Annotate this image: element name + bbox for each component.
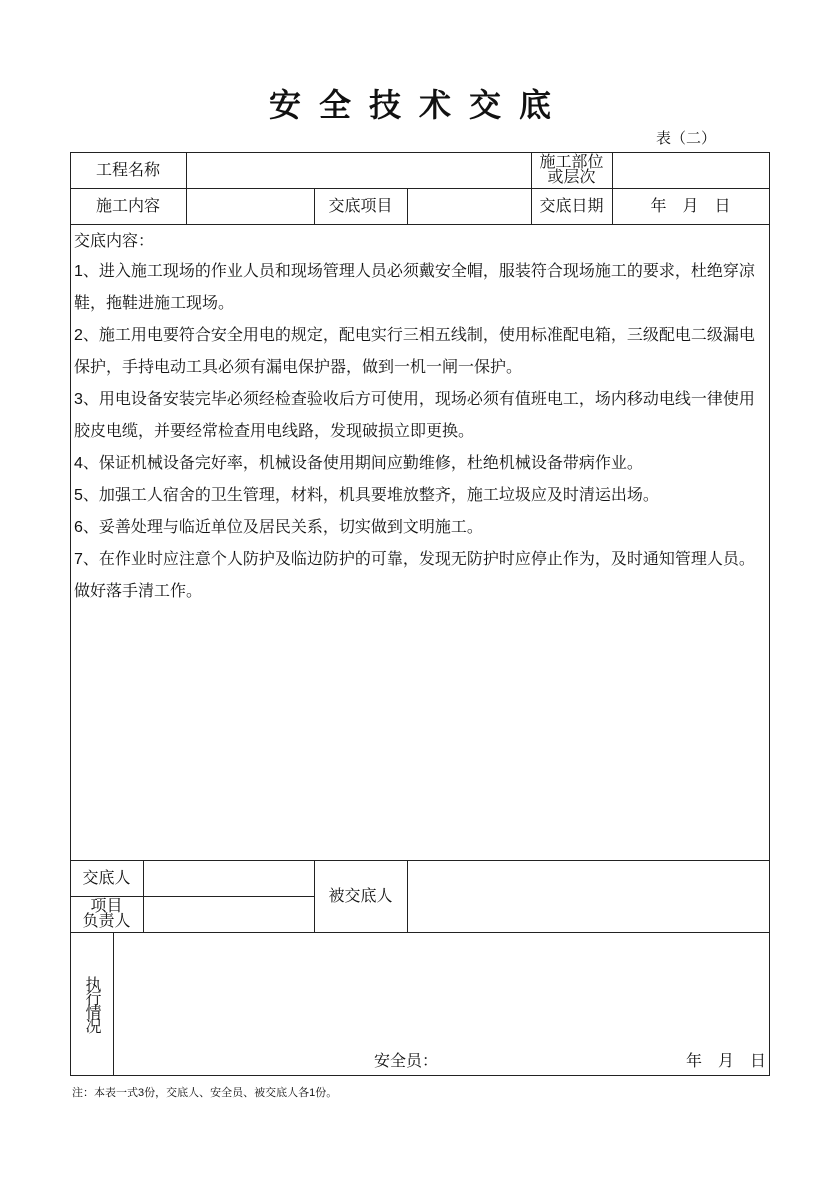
location-label-line2: 或层次 [547, 169, 596, 186]
work-content-label: 施工内容 [95, 197, 160, 215]
content-line: 胶皮电缆，并要经常检查用电线路，发现破损立即更换。 [74, 423, 475, 440]
footnote: 注：本表一式3份，交底人、安全员、被交底人各1份。 [72, 1087, 338, 1099]
location-field[interactable] [613, 153, 769, 188]
briefing-date-field[interactable]: 年 月 日 [650, 197, 731, 215]
safety-officer-label: 安全员： [374, 1053, 439, 1070]
content-line: 做好落手清工作。 [74, 583, 203, 600]
content-line: 保护，手持电动工具必须有漏电保护器，做到一机一闸一保护。 [74, 359, 523, 376]
content-line: 3、用电设备安装完毕必须经检查验收后方可使用，现场必须有值班电工，场内移动电线一律使用 [74, 391, 755, 408]
location-label-line1: 施工部位 [539, 154, 604, 171]
briefer-label: 交底人 [82, 869, 131, 887]
content-line: 5、加强工人宿舍的卫生管理，材料，机具要堆放整齐，施工垃圾应及时清运出场。 [74, 487, 659, 504]
briefing-item-label: 交底项目 [328, 197, 393, 215]
page-title: 安全技术交底 [268, 87, 569, 123]
content-line: 4、保证机械设备完好率，机械设备使用期间应勤维修，杜绝机械设备带病作业。 [74, 455, 643, 472]
recipient-label: 被交底人 [328, 887, 393, 905]
execution-label: 执行情况 [83, 975, 100, 1032]
execution-date: 年 月 日 [686, 1053, 767, 1070]
table-border-bottom [70, 1075, 770, 1076]
project-name-label: 工程名称 [95, 161, 160, 179]
briefing-item-field[interactable] [408, 189, 531, 224]
content-line: 1、进入施工现场的作业人员和现场管理人员必须戴安全帽，服装符合现场施工的要求，杜绝穿凉 [74, 263, 755, 280]
content-line: 7、在作业时应注意个人防护及临边防护的可靠，发现无防护时应停止作为，及时通知管理人员。 [74, 551, 755, 568]
briefing-content [74, 232, 766, 608]
project-lead-label [70, 896, 143, 932]
location-label [531, 152, 612, 188]
content-line: 鞋，拖鞋进施工现场。 [74, 295, 235, 312]
content-line: 6、妥善处理与临近单位及居民关系，切实做到文明施工。 [74, 519, 483, 536]
work-content-field[interactable] [187, 189, 314, 224]
briefing-date-label: 交底日期 [539, 197, 604, 215]
content-line: 2、施工用电要符合安全用电的规定，配电实行三相五线制，使用标准配电箱，三级配电二级漏电 [74, 327, 755, 344]
project-lead-field[interactable] [144, 897, 314, 932]
table-divider [70, 224, 770, 225]
table-border-right [769, 152, 770, 1076]
project-lead-label-line2: 负责人 [82, 913, 131, 930]
execution-field[interactable] [114, 933, 769, 1075]
project-name-field[interactable] [187, 153, 531, 188]
briefer-field[interactable] [144, 861, 314, 896]
project-lead-label-line1: 项目 [90, 898, 123, 915]
content-heading: 交底内容： [74, 233, 155, 250]
recipient-field[interactable] [408, 861, 769, 932]
form-number: 表（二） [656, 130, 717, 147]
